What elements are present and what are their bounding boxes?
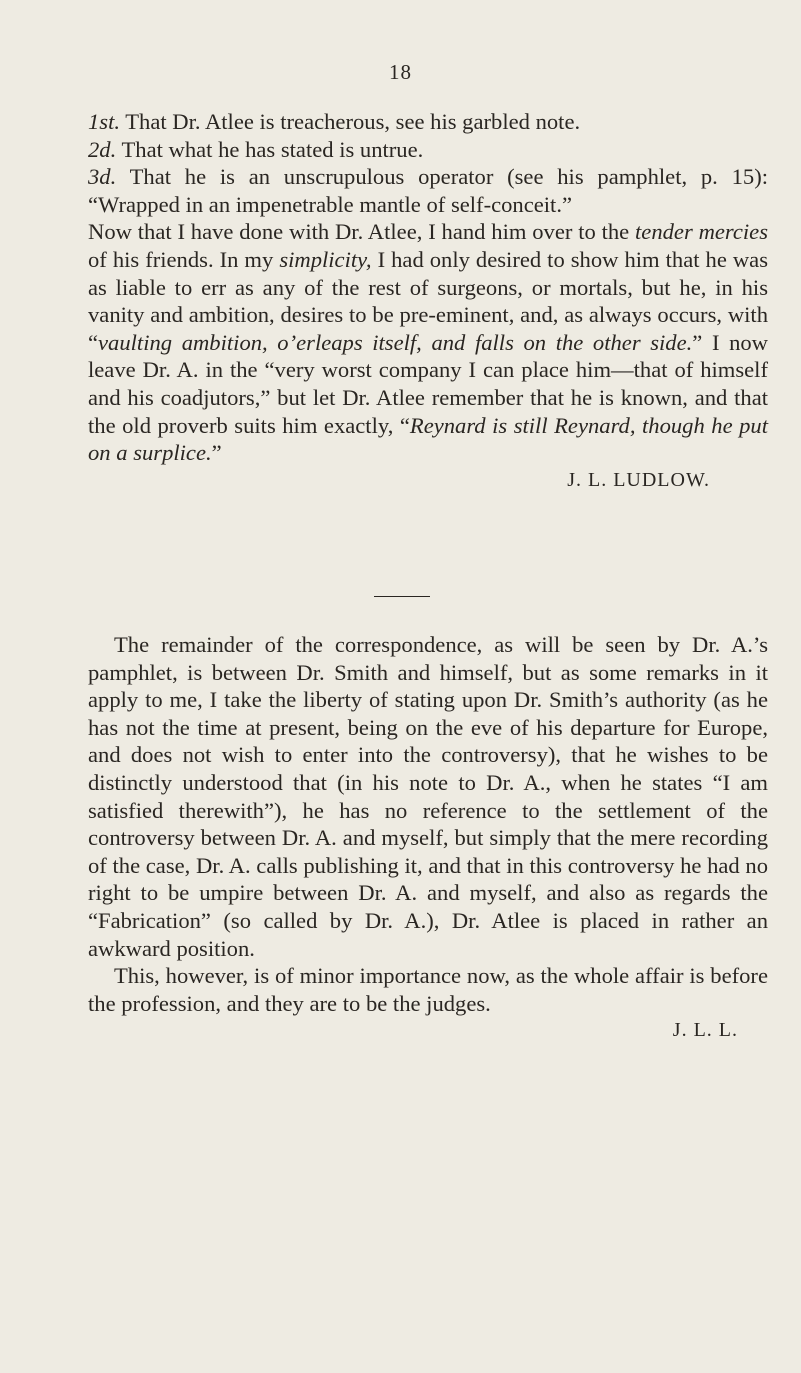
item-text: That what he has stated is untrue. <box>116 136 424 162</box>
final-paragraph: This, however, is of minor importance now, as the whole affair is before the profession, and they are to be the judges. <box>88 963 768 1016</box>
italic-run: simplicity, <box>279 246 372 272</box>
postscript-block <box>88 631 768 1044</box>
page-number: 18 <box>389 60 412 84</box>
text-run: ” I now leave Dr. A. in the “very worst company I can place him—that of himself and his coadjutors,” but let Dr. Atlee remember that he is known, and that the old proverb suits him exactly, “ <box>88 329 768 438</box>
item-label: 2d. <box>88 136 117 162</box>
italic-run: vaulting ambition, o’erleaps itself, and falls on the other side. <box>98 329 693 355</box>
item-third <box>88 163 768 218</box>
item-text: That Dr. Atlee is treacherous, see his garbled note. <box>120 109 581 134</box>
italic-run: Reynard is still Reynard, though he put on a surplice. <box>88 412 768 466</box>
item-text: That he is an unscrupulous operator (see his pamphlet, p. 15): “Wrapped in an impenetrable mantle of self-conceit.” <box>88 164 768 217</box>
item-label: 3d. <box>88 164 117 190</box>
signature: J. L. LUDLOW. <box>567 468 710 491</box>
item-second <box>88 136 768 164</box>
text-run: ” <box>211 440 222 466</box>
signature-initials: J. L. L. <box>672 1019 738 1042</box>
section-divider <box>374 596 430 597</box>
text-run: Now that I have done with Dr. Atlee, I hand him over to the <box>88 219 636 245</box>
letter-block <box>88 108 768 494</box>
text-run: of his friends. In my <box>88 246 280 272</box>
closing-paragraph <box>88 218 768 466</box>
item-label: 1st. <box>88 109 121 134</box>
postscript-paragraph: The remainder of the correspondence, as will be seen by Dr. A.’s pamphlet, is between Dr. Smith and himself, but as some remarks in it apply to me, I take the liberty of stating upon Dr. Smith’s authority (as he has not the time at present, being on the eve of his departure for Europe, and does not wish to enter into the controversy), that he wishes to be distinctly understood that (in his note to Dr. A., when he states “I am satisfied therewith”), he has no reference to the settlement of the controversy between Dr. A. and myself, but simply that the mere recording of the case, Dr. A. calls publishing it, and that in this controversy he had no right to be umpire between Dr. A. and myself, and also as regards the “Fabrication” (so called by Dr. A.), Dr. Atlee is placed in rather an awkward position. <box>88 632 768 961</box>
text-run: I had only desired to show him that he was as liable to err as any of the rest of surgeons, or mortals, but he, in his vanity and ambition, desires to be pre-eminent, and, as always occurs, with “ <box>88 246 768 355</box>
italic-run: tender mercies <box>635 219 768 245</box>
item-first <box>88 108 768 136</box>
